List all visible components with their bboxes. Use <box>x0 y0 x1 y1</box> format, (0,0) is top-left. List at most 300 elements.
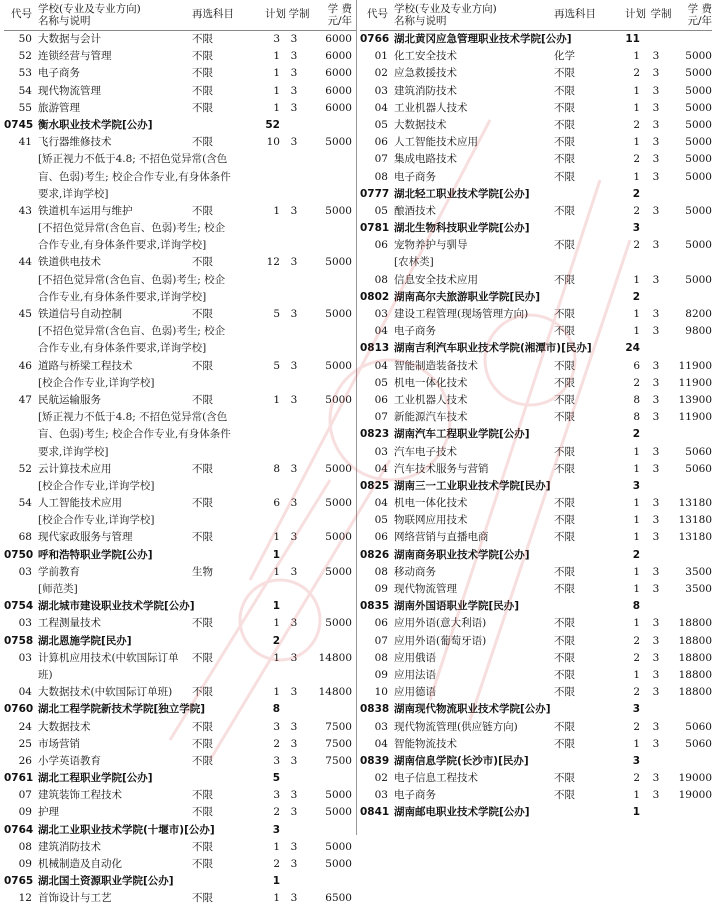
tuition-fee: 5000 <box>325 393 352 406</box>
institution-code: 0838 <box>360 703 390 716</box>
plan-count: 8 <box>633 411 640 424</box>
program-length: 3 <box>290 497 298 510</box>
program-length: 3 <box>652 359 660 372</box>
major-name: 建筑消防技术 <box>394 84 457 97</box>
subject-requirement: 不限 <box>192 754 213 767</box>
subject-requirement: 不限 <box>554 531 575 544</box>
institution-code: 0777 <box>360 187 390 200</box>
major-code: 07 <box>374 153 388 166</box>
program-length: 3 <box>290 308 298 320</box>
plan-count: 12 <box>266 256 280 269</box>
plan-count: 2 <box>633 239 640 252</box>
program-length: 3 <box>652 101 660 114</box>
institution-row <box>4 701 356 718</box>
major-name: 机械制造及自动化 <box>38 858 122 870</box>
plan-count: 1 <box>273 393 280 406</box>
plan-count: 1 <box>633 668 640 681</box>
program-length: 3 <box>290 617 298 630</box>
institution-code: 0754 <box>4 600 34 613</box>
major-name: 铁道机车运用与维护 <box>38 204 133 217</box>
major-code: 04 <box>18 686 32 699</box>
major-row <box>4 495 356 512</box>
subject-requirement: 不限 <box>192 892 213 905</box>
major-row <box>4 615 356 632</box>
major-row <box>360 650 712 667</box>
program-length: 3 <box>290 50 298 63</box>
header-fee-line1: 学 费 <box>687 3 712 15</box>
major-name: 电子商务 <box>38 67 80 80</box>
header-school-line1: 学校(专业及专业方向) <box>38 3 141 15</box>
major-code: 05 <box>374 514 388 527</box>
major-row <box>360 375 712 392</box>
major-code: 06 <box>374 239 388 252</box>
major-code: 44 <box>18 256 32 269</box>
major-code: 04 <box>374 737 388 750</box>
tuition-fee: 11900 <box>678 411 712 424</box>
tuition-fee: 5000 <box>685 101 712 114</box>
tuition-fee: 8200 <box>685 308 712 320</box>
tuition-fee: 5000 <box>325 806 352 819</box>
major-name: 应用俄语 <box>394 651 436 664</box>
plan-count: 1 <box>273 531 280 544</box>
major-name: 建筑消防技术 <box>38 840 101 853</box>
subject-requirement: 不限 <box>192 136 213 149</box>
major-row <box>360 48 712 65</box>
subject-requirement: 不限 <box>192 789 213 802</box>
plan-count: 3 <box>273 720 280 733</box>
note-text: 要求,详询学校] <box>38 187 109 200</box>
institution-plan-total: 3 <box>632 703 640 716</box>
major-row <box>4 134 356 151</box>
plan-count: 1 <box>273 84 280 97</box>
program-length: 3 <box>290 136 298 149</box>
program-length: 3 <box>652 772 660 785</box>
table-header <box>4 0 356 31</box>
major-code: 25 <box>18 737 32 750</box>
left-table-body <box>4 31 356 908</box>
plan-count: 5 <box>273 308 280 320</box>
major-name: 护理 <box>38 806 59 819</box>
tuition-fee: 5000 <box>325 308 352 320</box>
major-note <box>4 426 356 443</box>
major-row <box>360 65 712 82</box>
tuition-fee: 9800 <box>685 325 712 338</box>
major-row <box>4 890 356 907</box>
tuition-fee: 3500 <box>685 583 712 595</box>
header-code: 代号 <box>367 8 388 20</box>
subject-requirement: 不限 <box>554 273 575 286</box>
major-name: 工业机器人技术 <box>394 393 468 406</box>
major-row <box>4 650 356 667</box>
major-code: 03 <box>374 84 388 97</box>
subject-requirement: 不限 <box>554 583 575 595</box>
major-row <box>360 323 712 340</box>
institution-name: 湖南三一工业职业技术学院[民办] <box>394 479 551 492</box>
note-text: [不招色觉异常(含色盲、色弱)考生; 校企 <box>38 325 226 338</box>
subject-requirement: 不限 <box>554 136 575 149</box>
major-code: 50 <box>18 33 32 45</box>
plan-count: 1 <box>633 445 640 458</box>
institution-name: 湖南商务职业技术学院[公办] <box>394 548 530 561</box>
institution-code: 0781 <box>360 222 390 235</box>
major-code: 47 <box>18 393 32 406</box>
program-length: 3 <box>652 153 660 166</box>
major-code: 08 <box>374 273 388 286</box>
subject-requirement: 不限 <box>192 737 213 750</box>
major-note <box>4 340 356 357</box>
institution-code: 0839 <box>360 754 390 767</box>
program-length: 3 <box>290 101 298 114</box>
program-length: 3 <box>290 651 298 664</box>
major-note <box>4 169 356 186</box>
major-row <box>4 564 356 581</box>
major-code: 09 <box>374 583 388 595</box>
major-code: 07 <box>374 411 388 424</box>
institution-name: 湖南高尔夫旅游职业学院[民办] <box>394 290 541 303</box>
subject-requirement: 化学 <box>554 50 575 63</box>
institution-row <box>360 340 712 357</box>
note-text: [矫正视力不低于4.8; 不招色觉异常(含色 <box>38 153 228 166</box>
major-code: 03 <box>374 445 388 458</box>
tuition-fee: 14800 <box>318 651 352 664</box>
subject-requirement: 不限 <box>192 840 213 853</box>
major-code: 01 <box>374 50 388 63</box>
major-name: 物联网应用技术 <box>394 514 468 527</box>
plan-count: 2 <box>273 858 280 870</box>
major-name: 建筑装饰工程技术 <box>38 789 122 802</box>
plan-count: 2 <box>633 67 640 80</box>
institution-name: 湖南汽车工程职业学院[公办] <box>394 428 530 441</box>
tuition-fee: 5000 <box>325 789 352 802</box>
major-row <box>360 564 712 581</box>
plan-count: 1 <box>273 565 280 578</box>
plan-count: 1 <box>633 170 640 183</box>
major-name: 云计算技术应用 <box>38 462 112 475</box>
major-code: 04 <box>374 325 388 338</box>
institution-row <box>360 598 712 615</box>
subject-requirement: 生物 <box>192 565 213 578</box>
subject-requirement: 不限 <box>554 445 575 458</box>
institution-name: 湖北黄冈应急管理职业技术学院[公办] <box>394 33 572 45</box>
major-note <box>4 289 356 306</box>
major-code: 04 <box>374 101 388 114</box>
note-text: [不招色觉异常(含色盲、色弱)考生; 校企 <box>38 222 226 235</box>
major-name: 电子商务 <box>394 789 436 802</box>
major-name: 酿酒技术 <box>394 204 436 217</box>
program-length: 3 <box>652 686 660 699</box>
plan-count: 1 <box>633 737 640 750</box>
header-fee-line2: 元/年 <box>687 15 712 27</box>
program-length: 3 <box>652 50 660 63</box>
subject-requirement: 不限 <box>554 651 575 664</box>
institution-plan-total: 3 <box>632 754 640 767</box>
major-row <box>4 529 356 546</box>
major-name: 移动商务 <box>394 565 436 578</box>
plan-count: 1 <box>273 617 280 630</box>
major-name: 应用德语 <box>394 686 436 699</box>
subject-requirement: 不限 <box>192 393 213 406</box>
major-row <box>4 203 356 220</box>
institution-name: 湖南信息学院(长沙市)[民办] <box>394 754 529 767</box>
program-length: 3 <box>652 308 660 320</box>
program-length: 3 <box>652 462 660 475</box>
major-name: 集成电路技术 <box>394 153 457 166</box>
plan-count: 1 <box>273 101 280 114</box>
major-code: 02 <box>374 772 388 785</box>
major-row <box>360 529 712 546</box>
header-code: 代号 <box>11 8 32 20</box>
tuition-fee: 14800 <box>318 686 352 699</box>
plan-count: 2 <box>273 806 280 819</box>
right-column <box>360 0 712 822</box>
institution-row <box>4 822 356 839</box>
plan-count: 1 <box>633 325 640 338</box>
program-length: 3 <box>652 67 660 80</box>
institution-code: 0766 <box>360 33 390 45</box>
institution-plan-total: 24 <box>625 342 640 355</box>
institution-code: 0835 <box>360 600 390 613</box>
program-length: 3 <box>652 565 660 578</box>
tuition-fee: 5060 <box>685 737 712 750</box>
program-length: 3 <box>290 204 298 217</box>
subject-requirement: 不限 <box>554 737 575 750</box>
major-row <box>4 804 356 821</box>
major-code: 54 <box>18 497 32 510</box>
major-name: 铁道信号自动控制 <box>38 308 122 320</box>
note-text: 合作专业,有身体条件要求,详询学校] <box>38 342 207 355</box>
plan-count: 2 <box>633 118 640 131</box>
major-code: 09 <box>374 668 388 681</box>
subject-requirement: 不限 <box>192 462 213 475</box>
major-code: 06 <box>374 393 388 406</box>
major-name: 建设工程管理(现场管理方向) <box>394 308 529 320</box>
note-text: [矫正视力不低于4.8; 不招色觉异常(含色 <box>38 411 228 424</box>
institution-plan-total: 3 <box>632 222 640 235</box>
major-name: 小学英语教育 <box>38 754 101 767</box>
major-code: 06 <box>374 617 388 630</box>
institution-name: 湖南外国语职业学院[民办] <box>394 600 520 613</box>
institution-code: 0765 <box>4 875 34 888</box>
subject-requirement: 不限 <box>192 531 213 544</box>
institution-name: 湖北城市建设职业技术学院[公办] <box>38 600 195 613</box>
major-code: 03 <box>18 651 32 664</box>
program-length: 3 <box>290 359 298 372</box>
major-name: 汽车技术服务与营销 <box>394 462 489 475</box>
institution-plan-total: 52 <box>265 118 280 131</box>
major-name: 智能物流技术 <box>394 737 457 750</box>
tuition-fee: 5000 <box>325 497 352 510</box>
program-length: 3 <box>652 84 660 97</box>
institution-plan-total: 5 <box>272 772 280 785</box>
major-note <box>4 444 356 461</box>
major-code: 54 <box>18 84 32 97</box>
institution-row <box>360 701 712 718</box>
program-length: 3 <box>290 531 298 544</box>
program-length: 3 <box>652 204 660 217</box>
major-note <box>4 237 356 254</box>
tuition-fee: 3500 <box>685 565 712 578</box>
plan-count: 1 <box>633 617 640 630</box>
major-row <box>360 237 712 254</box>
major-code: 06 <box>374 531 388 544</box>
program-length: 3 <box>652 789 660 802</box>
institution-name: 湖南吉利汽车职业技术学院(湘潭市)[民办] <box>394 342 592 355</box>
major-code: 68 <box>18 531 32 544</box>
subject-requirement: 不限 <box>192 308 213 320</box>
institution-row <box>4 117 356 134</box>
subject-requirement: 不限 <box>554 789 575 802</box>
major-name: 机电一体化技术 <box>394 376 468 389</box>
program-length: 3 <box>290 67 298 80</box>
major-row <box>360 83 712 100</box>
institution-code: 0760 <box>4 703 34 716</box>
major-name: 电子信息工程技术 <box>394 772 478 785</box>
tuition-fee: 6500 <box>325 892 352 905</box>
plan-count: 1 <box>633 514 640 527</box>
tuition-fee: 13900 <box>678 393 712 406</box>
tuition-fee: 11900 <box>678 376 712 389</box>
institution-row <box>360 804 712 821</box>
subject-requirement: 不限 <box>554 118 575 131</box>
header-school-line2: 名称与说明 <box>394 15 447 27</box>
subject-requirement: 不限 <box>192 858 213 870</box>
major-row <box>360 272 712 289</box>
note-text: 盲、色弱)考生; 校企合作专业,有身体条件 <box>38 428 231 441</box>
plan-count: 1 <box>633 101 640 114</box>
subject-requirement: 不限 <box>192 617 213 630</box>
note-text: 合作专业,有身体条件要求,详询学校] <box>38 290 207 303</box>
subject-requirement: 不限 <box>554 239 575 252</box>
major-note <box>4 667 356 684</box>
subject-requirement: 不限 <box>554 101 575 114</box>
tuition-fee: 6000 <box>325 67 352 80</box>
program-length: 3 <box>652 411 660 424</box>
major-name: 市场营销 <box>38 737 80 750</box>
plan-count: 2 <box>633 204 640 217</box>
subject-requirement: 不限 <box>192 359 213 372</box>
major-code: 04 <box>374 497 388 510</box>
institution-row <box>4 633 356 650</box>
institution-name: 衡水职业技术学院[公办] <box>38 118 153 131</box>
program-length: 3 <box>652 170 660 183</box>
major-code: 07 <box>18 789 32 802</box>
institution-plan-total: 3 <box>272 823 280 836</box>
institution-code: 0823 <box>360 428 390 441</box>
major-name: 连锁经营与管理 <box>38 50 112 63</box>
major-note <box>4 272 356 289</box>
tuition-fee: 5000 <box>685 50 712 63</box>
major-name: 学前教育 <box>38 565 80 578</box>
major-name: 电子商务 <box>394 170 436 183</box>
major-code: 43 <box>18 204 32 217</box>
plan-count: 3 <box>273 754 280 767</box>
major-code: 09 <box>18 806 32 819</box>
major-note <box>4 323 356 340</box>
note-text: 盲、色弱)考生; 校企合作专业,有身体条件 <box>38 170 231 183</box>
left-column <box>4 0 356 908</box>
tuition-fee: 6000 <box>325 101 352 114</box>
major-code: 03 <box>374 308 388 320</box>
institution-code: 0758 <box>4 634 34 647</box>
major-row <box>360 787 712 804</box>
tuition-fee: 6000 <box>325 33 352 45</box>
tuition-fee: 5000 <box>685 170 712 183</box>
plan-count: 1 <box>633 462 640 475</box>
note-text: [校企合作专业,详询学校] <box>38 479 155 492</box>
major-row <box>4 48 356 65</box>
plan-count: 2 <box>633 772 640 785</box>
table-header <box>360 0 712 31</box>
tuition-fee: 5060 <box>685 462 712 475</box>
major-code: 08 <box>374 565 388 578</box>
subject-requirement: 不限 <box>192 67 213 80</box>
major-code: 04 <box>374 462 388 475</box>
tuition-fee: 5000 <box>685 67 712 80</box>
program-length: 3 <box>290 256 298 269</box>
major-note <box>4 409 356 426</box>
tuition-fee: 5000 <box>325 840 352 853</box>
tuition-fee: 5000 <box>685 273 712 286</box>
major-code: 03 <box>18 565 32 578</box>
major-row <box>4 65 356 82</box>
major-row <box>360 306 712 323</box>
major-code: 02 <box>374 67 388 80</box>
institution-name: 湖北生物科技职业学院[公办] <box>394 222 530 235</box>
program-length: 3 <box>290 720 298 733</box>
major-code: 52 <box>18 462 32 475</box>
subject-requirement: 不限 <box>554 170 575 183</box>
program-length: 3 <box>652 737 660 750</box>
institution-name: 湖南邮电职业技术学院[公办] <box>394 806 530 819</box>
subject-requirement: 不限 <box>192 686 213 699</box>
major-name: 人工智能技术应用 <box>394 136 478 149</box>
plan-count: 2 <box>273 737 280 750</box>
major-row <box>360 719 712 736</box>
program-length: 3 <box>652 651 660 664</box>
major-code: 53 <box>18 67 32 80</box>
tuition-fee: 18800 <box>678 634 712 647</box>
major-code: 08 <box>374 651 388 664</box>
major-name: 新能源汽车技术 <box>394 411 468 424</box>
major-name: 应急救援技术 <box>394 67 457 80</box>
institution-plan-total: 8 <box>632 600 640 613</box>
institution-code: 0825 <box>360 479 390 492</box>
institution-plan-total: 2 <box>632 428 640 441</box>
tuition-fee: 7500 <box>325 754 352 767</box>
subject-requirement: 不限 <box>554 204 575 217</box>
plan-count: 1 <box>273 686 280 699</box>
institution-name: 湖南现代物流职业技术学院[公办] <box>394 703 551 716</box>
major-name: 计算机应用技术(中软国际订单 <box>38 651 179 664</box>
plan-count: 2 <box>633 376 640 389</box>
major-name: 现代家政服务与管理 <box>38 531 133 544</box>
major-row <box>360 615 712 632</box>
major-note <box>4 375 356 392</box>
major-name: 旅游管理 <box>38 101 80 114</box>
note-text: [校企合作专业,详询学校] <box>38 376 155 389</box>
major-row <box>4 100 356 117</box>
major-code: 07 <box>374 634 388 647</box>
plan-count: 1 <box>273 50 280 63</box>
program-length: 3 <box>652 393 660 406</box>
subject-requirement: 不限 <box>554 376 575 389</box>
subject-requirement: 不限 <box>192 204 213 217</box>
institution-code: 0745 <box>4 118 34 131</box>
program-length: 3 <box>652 497 660 510</box>
major-row <box>360 134 712 151</box>
subject-requirement: 不限 <box>192 651 213 664</box>
program-length: 3 <box>290 892 298 905</box>
